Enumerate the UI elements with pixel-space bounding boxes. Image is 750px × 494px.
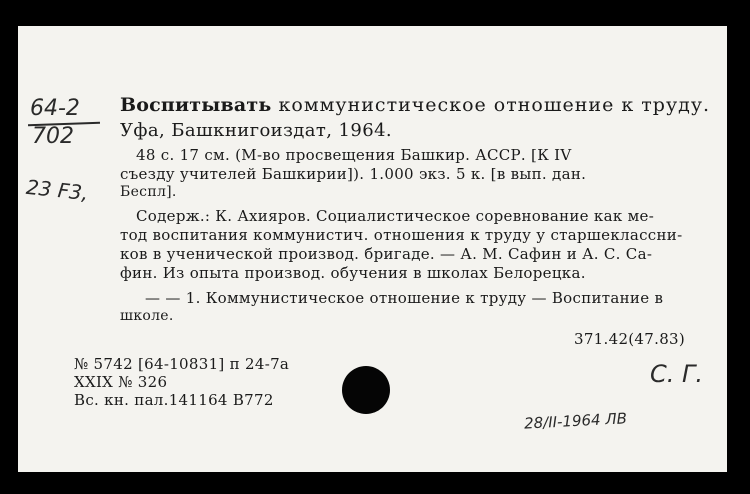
entry-title <box>120 94 710 116</box>
registry-line-2: XXIX № 326 <box>74 373 168 391</box>
physical-line-3: Беспл]. <box>120 184 177 200</box>
handwritten-side-note: 23 F3, <box>24 174 90 206</box>
classification-number: 371.42(47.83) <box>574 330 686 348</box>
shelf-mark-bottom: 702 <box>32 124 74 149</box>
punch-hole <box>342 366 390 414</box>
contents-line-2: тод воспитания коммунистич. отношения к труду у старшеклассни- <box>120 226 683 244</box>
contents-line-1: Содерж.: К. Ахияров. Социалистическое соревнование как ме- <box>136 207 655 225</box>
subject-line-1: — — 1. Коммунистическое отношение к труду — Воспитание в <box>145 289 664 307</box>
registry-line-3: Вс. кн. пал.141164 В772 <box>74 391 274 409</box>
physical-line-2: съезду учителей Башкирии]). 1.000 экз. 5 к. [в вып. дан. <box>120 165 587 183</box>
physical-line-1: 48 с. 17 см. (М-во просвещения Башкир. АССР. [К IV <box>136 146 572 164</box>
catalog-card <box>18 26 727 472</box>
shelf-mark-top: 64-2 <box>30 96 80 121</box>
handwritten-date: 28/II-1964 ЛВ <box>523 409 628 433</box>
entry-title-rest: коммунистическое отношение к труду. <box>271 94 711 116</box>
subject-line-2: школе. <box>120 308 174 324</box>
contents-line-3: ков в ученической производ. бригаде. — А. М. Сафин и А. С. Са- <box>120 245 653 263</box>
contents-line-4: фин. Из опыта производ. обучения в школах Белорецка. <box>120 264 586 282</box>
handwritten-initials: С. Г. <box>650 360 704 388</box>
entry-title-bold: Воспитывать <box>120 94 272 116</box>
registry-line-1: № 5742 [64-10831] п 24-7а <box>74 355 290 373</box>
entry-imprint: Уфа, Башкнигоиздат, 1964. <box>120 120 393 141</box>
